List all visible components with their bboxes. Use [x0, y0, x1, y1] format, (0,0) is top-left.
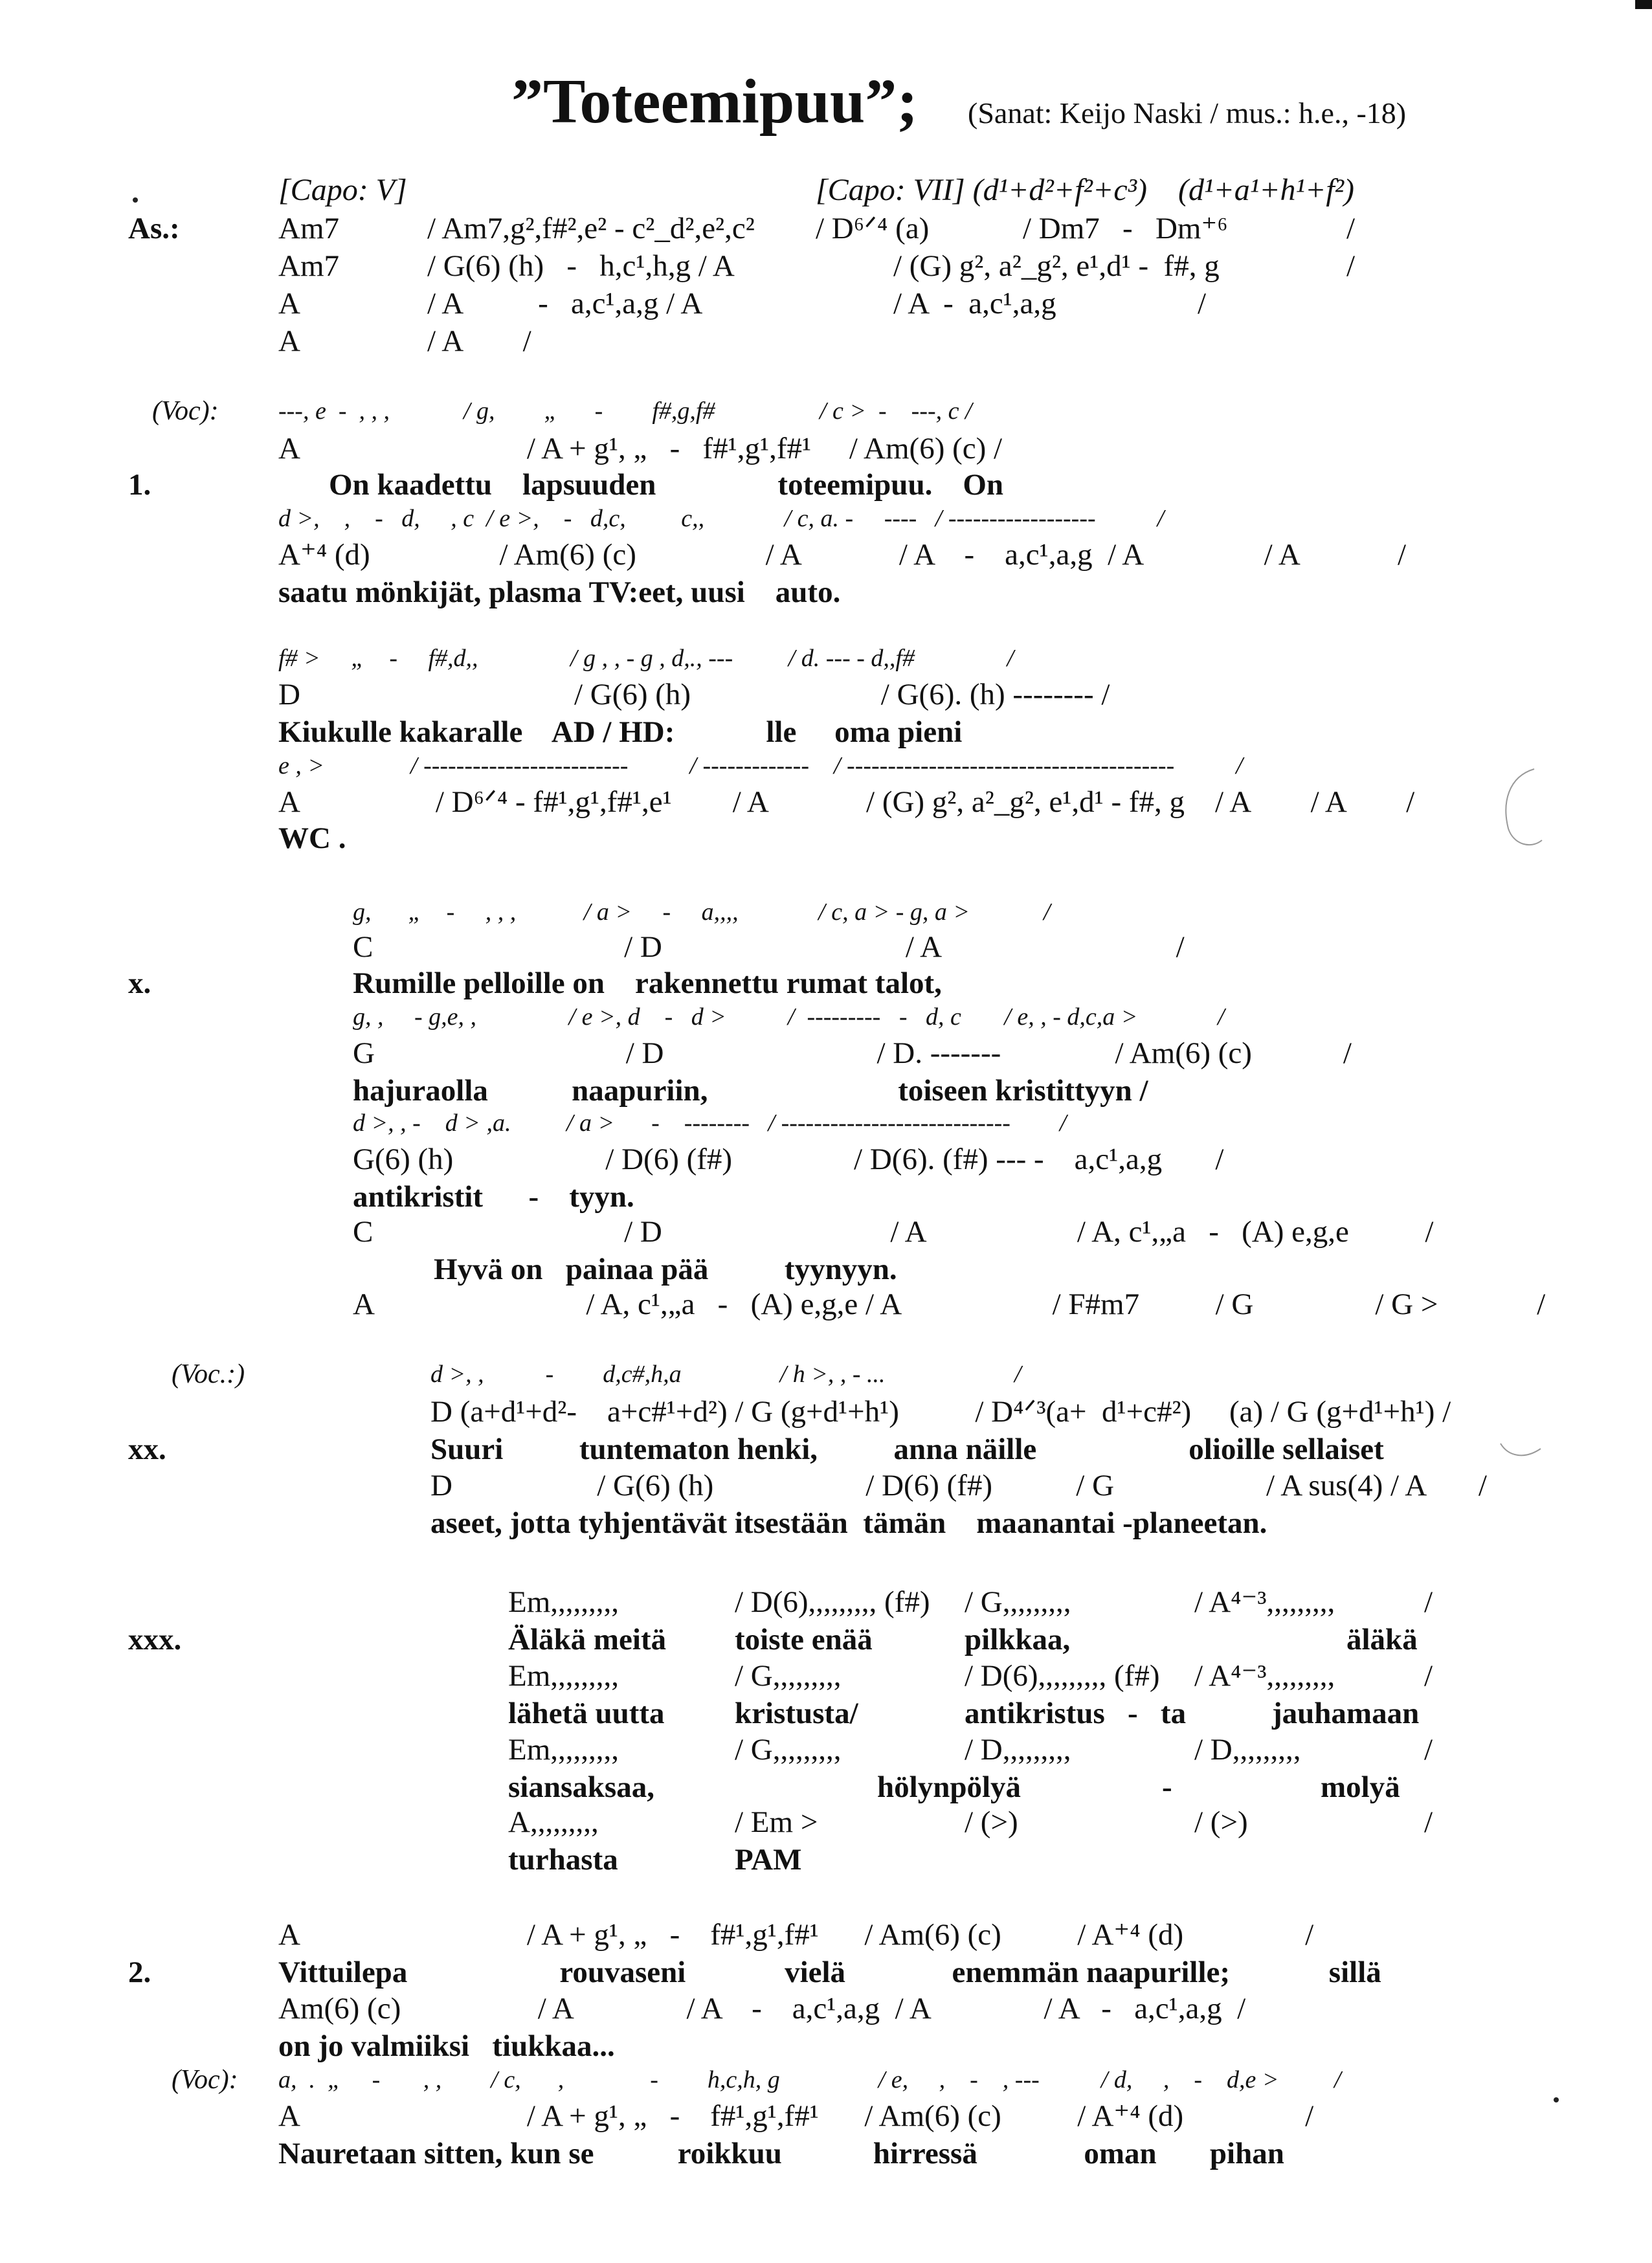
intro-chord-cell: / G(6) (h) - h,c¹,h,g / A	[427, 249, 735, 283]
chord-line: Am(6) (c) / A / A - a,c¹,a,g / A / A - a,c¹,a,g /	[278, 1992, 1246, 2025]
intro-chord-cell: A	[278, 324, 300, 358]
lyric-line: Rumille pelloille on rakennettu rumat talot,	[353, 966, 942, 1000]
chorus-chord-cell: / G,,,,,,,,,	[735, 1659, 842, 1693]
scan-hole-mark	[1495, 764, 1547, 854]
melody-line: d >, , - d > ,a. / a > - -------- / ---------------------------- /	[353, 1109, 1067, 1137]
voc-label: (Voc):	[152, 396, 219, 426]
melody-line: d >, , - d, , c / e >, - d,c, c,, / c, a. - ---- / ------------------ /	[278, 505, 1165, 532]
section-label-verse2: 2.	[128, 1956, 151, 1989]
chorus-lyric-cell: toiste enää	[735, 1623, 873, 1656]
stray-dot	[133, 197, 138, 203]
chorus-lyric-cell: PAM	[735, 1843, 802, 1877]
melody-line: f# > „ - f#,d,, / g , , - g , d,., --- / d. --- - d,,f# /	[278, 645, 1014, 672]
lyric-line: Hyvä on painaa pää tyynyyn.	[434, 1253, 897, 1286]
lyric-line: saatu mönkijät, plasma TV:eet, uusi auto.	[278, 575, 841, 609]
chorus-lyric-cell: turhasta	[508, 1843, 618, 1877]
chord-line: G / D / D. ------- / Am(6) (c) /	[353, 1036, 1352, 1070]
capo-note-1: [Capo: V]	[278, 173, 407, 207]
chorus-chord-cell: Em,,,,,,,,,	[508, 1585, 620, 1619]
intro-chord-cell: / A /	[427, 324, 531, 358]
chorus-chord-cell: / D(6),,,,,,,,, (f#)	[965, 1659, 1160, 1693]
chord-line: G(6) (h) / D(6) (f#) / D(6). (f#) --- - a,c¹,a,g /	[353, 1143, 1224, 1176]
intro-chord-cell: A	[278, 287, 300, 320]
chorus-lyric-cell: hölynpölyä	[877, 1770, 1021, 1804]
chorus-lyric-cell: lähetä uutta	[508, 1697, 665, 1730]
chord-line: C / D / A /	[353, 930, 1185, 964]
intro-chord-cell: /	[1346, 249, 1356, 283]
chorus-lyric-cell: molyä	[1321, 1770, 1400, 1804]
lyric-line: WC .	[278, 821, 346, 855]
chord-line: D (a+d¹+d²- a+c#¹+d²) / G (g+d¹+h¹) / D⁴ᐟ³(a+ d¹+c#²) (a) / G (g+d¹+h¹) /	[430, 1395, 1451, 1429]
scan-edge-mark	[1635, 0, 1652, 9]
chorus-chord-cell: / G,,,,,,,,,	[735, 1733, 842, 1767]
lyric-line: aseet, jotta tyhjentävät itsestään tämän maanantai -planeetan.	[430, 1506, 1267, 1540]
intro-chord-cell: /	[1346, 212, 1356, 245]
chord-line: A / D⁶ᐟ⁴ - f#¹,g¹,f#¹,e¹ / A / (G) g², a²_g², e¹,d¹ - f#, g / A / A /	[278, 785, 1415, 819]
chord-line: C / D / A / A, c¹,„a - (A) e,g,e /	[353, 1215, 1434, 1249]
lyric-line: Nauretaan sitten, kun se roikkuu hirressä oman pihan	[278, 2137, 1284, 2170]
chorus-lyric-cell: pilkkaa,	[965, 1623, 1071, 1656]
section-label-bridge2: xx.	[128, 1432, 166, 1466]
chorus-chord-cell: / Em >	[735, 1805, 818, 1839]
intro-chord-cell: / Am7,g²,f#²,e² - c²_d²,e²,c²	[427, 212, 755, 245]
voc-label: (Voc.:)	[172, 1359, 245, 1389]
chorus-chord-cell: / (>)	[1194, 1805, 1248, 1839]
section-label-chorus: xxx.	[128, 1623, 182, 1656]
chorus-chord-cell: / (>)	[965, 1805, 1018, 1839]
chorus-lyric-cell: siansaksaa,	[508, 1770, 654, 1804]
lyric-line: antikristit - tyyn.	[353, 1180, 634, 1214]
chorus-lyric-cell: antikristus - ta	[965, 1697, 1187, 1730]
intro-chord-cell: Am7	[278, 212, 339, 245]
voc-label: (Voc):	[172, 2065, 238, 2095]
chorus-chord-cell: / D,,,,,,,,,	[965, 1733, 1071, 1767]
lyric-line: on jo valmiiksi tiukkaa...	[278, 2029, 615, 2063]
lyric-line: Kiukulle kakaralle AD / HD: lle oma pieni	[278, 715, 963, 749]
scan-curve-mark	[1495, 1431, 1547, 1469]
melody-line: d >, , - d,c#,h,a / h >, , - ... /	[430, 1361, 1021, 1388]
chorus-lyric-cell: jauhamaan	[1272, 1697, 1420, 1730]
chorus-chord-cell: /	[1424, 1733, 1433, 1767]
intro-chord-cell: / Dm7 - Dm⁺⁶	[1023, 212, 1228, 245]
chord-line: A / A + g¹, „ - f#¹,g¹,f#¹ / Am(6) (c) /	[278, 432, 1003, 465]
chorus-chord-cell: / D,,,,,,,,,	[1194, 1733, 1301, 1767]
melody-line: ---, e - , , , / g, „ - f#,g,f# / c > - ---, c /	[278, 397, 972, 425]
section-label-bridge: x.	[128, 966, 151, 1000]
chord-line: D / G(6) (h) / G(6). (h) -------- /	[278, 678, 1110, 711]
section-label-verse1: 1.	[128, 468, 151, 502]
chord-line: A / A, c¹,„a - (A) e,g,e / A / F#m7 / G / G > /	[353, 1288, 1546, 1321]
lyric-line: Vittuilepa rouvaseni vielä enemmän naapurille; sillä	[278, 1956, 1381, 1989]
intro-chord-cell: /	[1198, 287, 1207, 320]
melody-line: g, „ - , , , / a > - a,,,, / c, a > - g, a > /	[353, 898, 1051, 926]
section-label-intro: As.:	[128, 212, 180, 245]
song-title: ”Toteemipuu”;	[511, 67, 919, 137]
melody-line: g, , - g,e, , / e >, d - d > / --------- - d, c / e, , - d,c,a > /	[353, 1003, 1225, 1031]
chorus-chord-cell: /	[1424, 1805, 1433, 1839]
chorus-lyric-cell: Äläkä meitä	[508, 1623, 667, 1656]
chord-line: A / A + g¹, „ - f#¹,g¹,f#¹ / Am(6) (c) / A⁺⁴ (d) /	[278, 2099, 1314, 2133]
lyric-line: Suuri tuntematon henki, anna näille olioille sellaiset	[430, 1432, 1384, 1466]
chorus-lyric-cell: kristusta/	[735, 1697, 858, 1730]
lyric-line: On kaadettu lapsuuden toteemipuu. On	[329, 468, 1004, 502]
lyric-line: hajuraolla naapuriin, toiseen kristittyyn /	[353, 1074, 1148, 1108]
chorus-chord-cell: A,,,,,,,,,	[508, 1805, 599, 1839]
chorus-chord-cell: Em,,,,,,,,,	[508, 1733, 620, 1767]
chorus-chord-cell: / A⁴⁻³,,,,,,,,,	[1194, 1585, 1335, 1619]
melody-line: a, . „ - , , / c, , - h,c,h, g / e, , - , --- / d, , - d,e > /	[278, 2066, 1341, 2093]
chorus-chord-cell: / G,,,,,,,,,	[965, 1585, 1071, 1619]
intro-chord-cell: / A - a,c¹,a,g	[893, 287, 1056, 320]
intro-chord-cell: / D⁶ᐟ⁴ (a)	[816, 212, 930, 245]
capo-note-2: [Capo: VII] (d¹+d²+f²+c³) (d¹+a¹+h¹+f²)	[816, 173, 1355, 207]
chord-line: D / G(6) (h) / D(6) (f#) / G / A sus(4) / A /	[430, 1469, 1487, 1502]
chorus-chord-cell: /	[1424, 1585, 1433, 1619]
intro-chord-cell: / A - a,c¹,a,g / A	[427, 287, 703, 320]
chorus-lyric-cell: -	[1162, 1770, 1172, 1804]
chorus-chord-cell: /	[1424, 1659, 1433, 1693]
chorus-lyric-cell: äläkä	[1346, 1623, 1418, 1656]
intro-chord-cell: Am7	[278, 249, 339, 283]
chorus-chord-cell: / D(6),,,,,,,,, (f#)	[735, 1585, 930, 1619]
stray-dot	[1554, 2097, 1559, 2102]
intro-chord-cell: / (G) g², a²_g², e¹,d¹ - f#, g	[893, 249, 1220, 283]
chorus-chord-cell: / A⁴⁻³,,,,,,,,,	[1194, 1659, 1335, 1693]
chord-line: A⁺⁴ (d) / Am(6) (c) / A / A - a,c¹,a,g / A / A /	[278, 538, 1407, 572]
chorus-chord-cell: Em,,,,,,,,,	[508, 1659, 620, 1693]
chord-line: A / A + g¹, „ - f#¹,g¹,f#¹ / Am(6) (c) / A⁺⁴ (d) /	[278, 1918, 1314, 1952]
melody-line: e , > / ------------------------- / ------------- / ---------------------------------------- /	[278, 752, 1243, 779]
song-credits: (Sanat: Keijo Naski / mus.: h.e., -18)	[968, 96, 1407, 129]
